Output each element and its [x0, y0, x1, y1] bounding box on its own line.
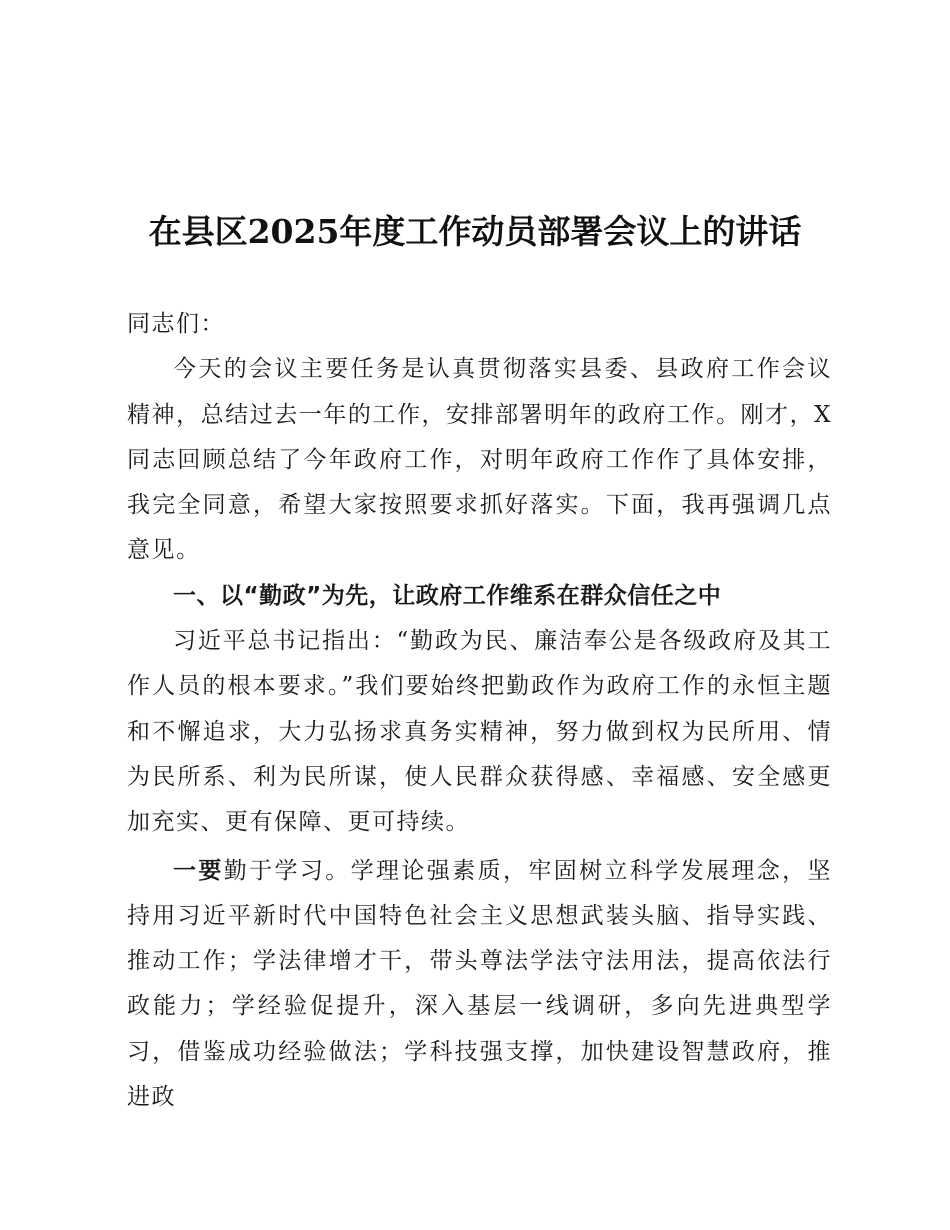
document-title: 在县区2025年度工作动员部署会议上的讲话: [148, 212, 802, 251]
section-1-heading: 一、以“勤政”为先，让政府工作维系在群众信任之中: [173, 582, 722, 609]
point-1-lead: 一要: [173, 856, 224, 884]
document-body: [127, 302, 832, 1120]
salutation: 同志们：: [127, 311, 225, 337]
point-1-paragraph: [127, 848, 832, 1121]
point-1-text: 勤于学习。学理论强素质，牢固树立科学发展理念，坚持用习近平新时代中国特色社会主义思想武装头脑、指导实践、推动工作；学法律增才干，带头尊法学法守法用法，提高依法行政能力；学经验促提升，深入基层一线调研，多向先进典型学习，借鉴成功经验做法；学科技强支撑，加快建设智慧政府，推进政: [127, 857, 833, 1111]
section-1-paragraph: 习近平总书记指出：“勤政为民、廉洁奉公是各级政府及其工作人员的根本要求。”我们要始终把勤政作为政府工作的永恒主题和不懈追求，大力弘扬求真务实精神，努力做到权为民所用、情为民所系、利为民所谋，使人民群众获得感、幸福感、安全感更加充实、更有保障、更可持续。: [127, 628, 832, 836]
intro-paragraph: 今天的会议主要任务是认真贯彻落实县委、县政府工作会议精神，总结过去一年的工作，安排部署明年的政府工作。刚才，X同志回顾总结了今年政府工作，对明年政府工作作了具体安排，我完全同意，希望大家按照要求抓好落实。下面，我再强调几点意见。: [127, 356, 832, 564]
